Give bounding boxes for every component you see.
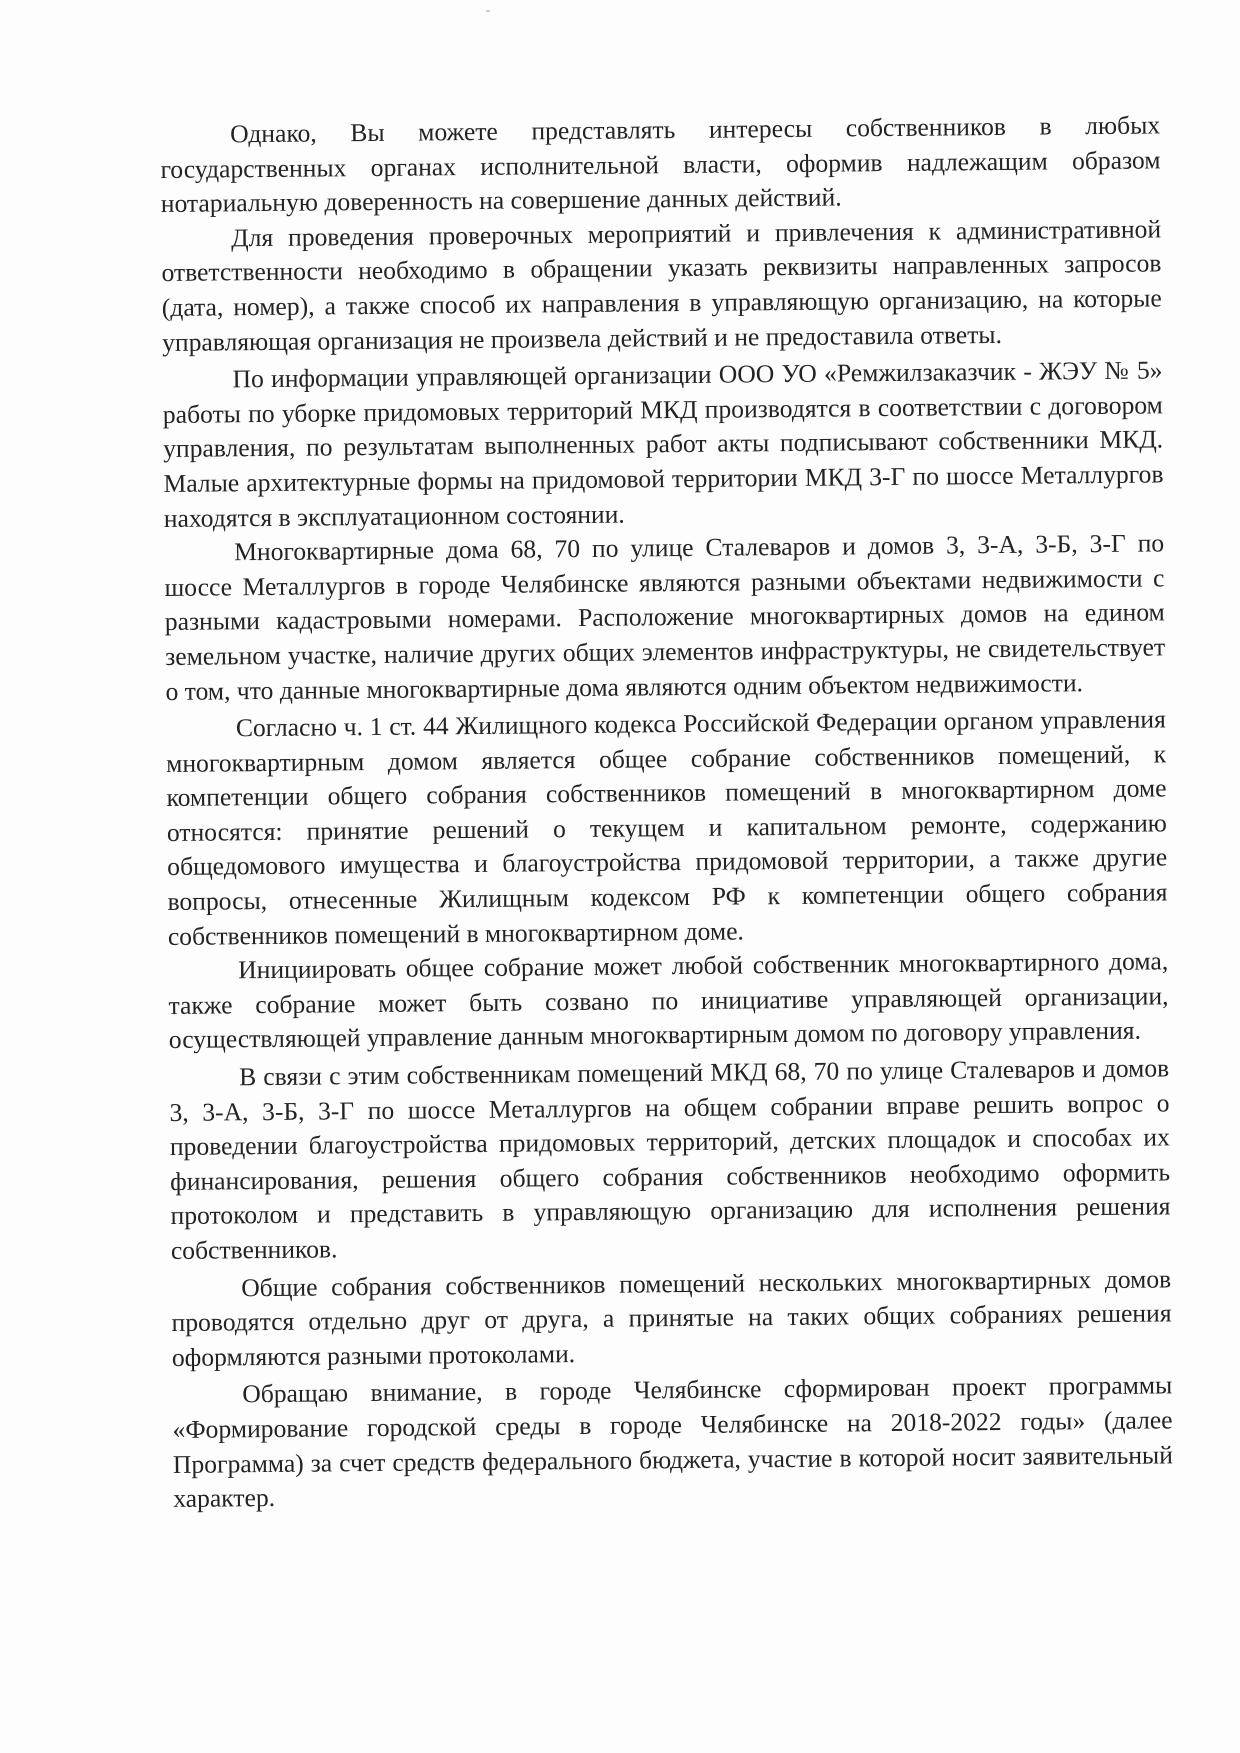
paragraph-separate-meetings: Общие собрания собственников помещений нескольких многоквартирных домов проводятся отдельно друг от друга, а принятые на таких общих собраниях решения оформляются разными протоколами.	[171, 1263, 1172, 1372]
paragraph-urban-environment-program: Обращаю внимание, в городе Челябинске сформирован проект программы «Формирование городской среды в городе Челябинске на 2018-2022 годы» (далее Программа) за счет средств федерального бюджета, участие в которой носит заявительный характер.	[172, 1370, 1174, 1514]
paragraph-separate-properties: Многоквартирные дома 68, 70 по улице Сталеваров и домов 3, 3-А, 3-Б, 3-Г по шоссе Металлургов в городе Челябинске являются разными объектами недвижимости с разными кадастровыми номерами. Расположение многоквартирных домов на едином земельном участке, наличие других общих элементов инфраструктуры, не свидетельствует о том, что данные многоквартирные дома являются одним объектом недвижимости.	[164, 528, 1166, 706]
paragraph-owners-decision: В связи с этим собственникам помещений МКД 68, 70 по улице Сталеваров и домов 3, 3-А, 3-Б, 3-Г по шоссе Металлургов на общем собрании вправе решить вопрос о проведении благоустройства придомовых территорий, детских площадок и способах их финансирования, решения общего собрания собственников необходимо оформить протоколом и представить в управляющую организацию для исполнения решения собственников.	[169, 1053, 1171, 1265]
paragraph-management-company-info: По информации управляющей организации ООО УО «Ремжилзаказчик - ЖЭУ № 5» работы по уборке придомовых территорий МКД производятся в соответствии с договором управления, по результатам выполненных работ акты подписывают собственники МКД. Малые архитектурные формы на придомовой территории МКД 3-Г по шоссе Металлургов находятся в эксплуатационном состоянии.	[162, 355, 1164, 533]
paragraph-initiate-meeting: Инициировать общее собрание может любой собственник многоквартирного дома, также собрание может быть созвано по инициативе управляющей организации, осуществляющей управление данным многоквартирным домом по договору управления.	[168, 946, 1169, 1055]
paragraph-housing-code: Согласно ч. 1 ст. 44 Жилищного кодекса Российской Федерации органом управления многоквартирным домом является общее собрание собственников помещений, к компетенции общего собрания собственников помещений в многоквартирном доме относятся: принятие решений о текущем и капитальном ремонте, содержанию общедомового имущества и благоустройства придомовой территории, а также другие вопросы, отнесенные Жилищным кодексом РФ к компетенции общего собрания собственников помещений в многоквартирном доме.	[166, 704, 1168, 951]
paragraph-inspection-requirements: Для проведения проверочных мероприятий и привлечения к административной ответственности необходимо в обращении указать реквизиты направленных запросов (дата, номер), а также способ их направления в управляющую организацию, на которые управляющая организация не произвела действий и не предоставила ответы.	[161, 214, 1162, 357]
scan-mark	[486, 10, 490, 12]
letter-body	[160, 108, 1173, 1516]
paragraph-representation: Однако, Вы можете представлять интересы собственников в любых государственных органах исполнительной власти, оформив надлежащим образом нотариальную доверенность на совершение данных действий.	[160, 110, 1161, 219]
